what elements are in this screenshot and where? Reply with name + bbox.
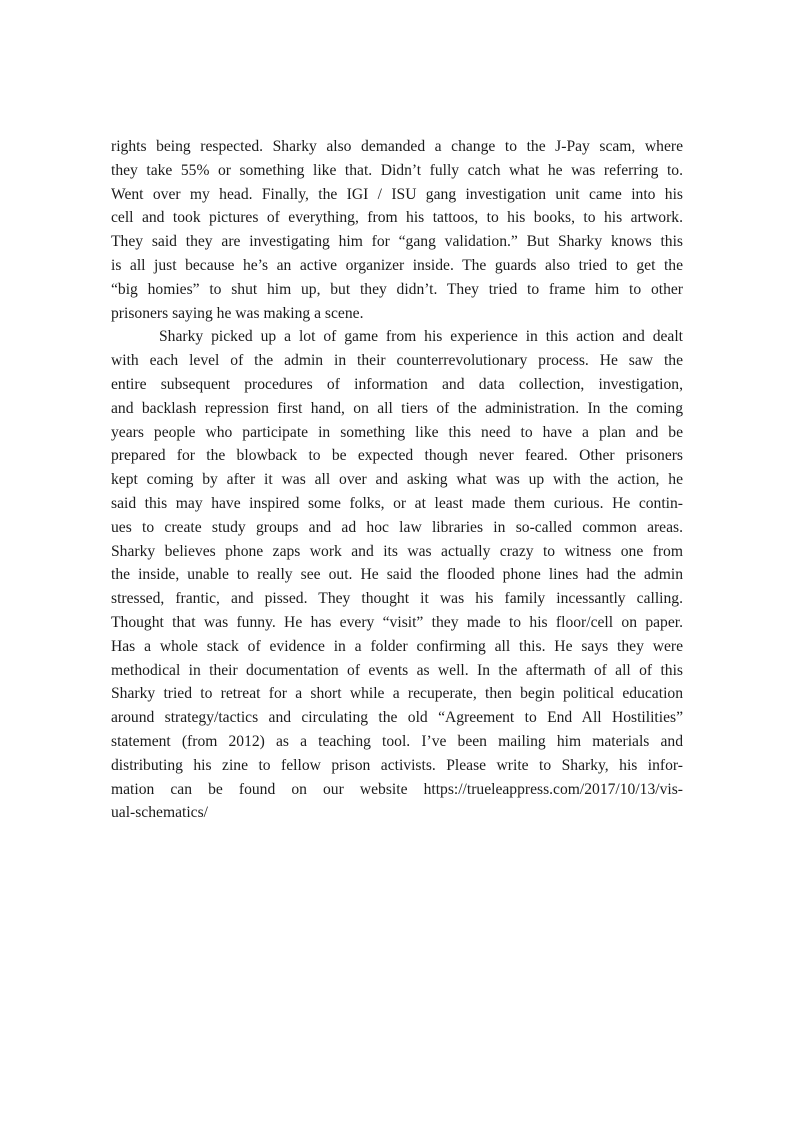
text-line: rights being respected. Sharky also demanded a change to the J-Pay scam, where (111, 138, 683, 155)
paragraph-2 (111, 325, 683, 825)
text-line: mation can be found on our website https://trueleappress.com/2017/10/13/vis- (111, 780, 683, 798)
text-line: Has a whole stack of evidence in a folder confirming all this. He says they were (111, 637, 683, 655)
text-line: distributing his zine to fellow prison activists. Please write to Sharky, his infor- (111, 756, 683, 774)
body-text (111, 135, 683, 825)
text-line: Went over my head. Finally, the IGI / ISU gang investigation unit came into his (111, 185, 683, 203)
text-line: “big homies” to shut him up, but they didn’t. They tried to frame him to other (111, 280, 683, 298)
text-line: ues to create study groups and ad hoc law libraries in so-called common areas. (111, 518, 683, 536)
text-line: around strategy/tactics and circulating the old “Agreement to End All Hostilities” (111, 709, 683, 727)
text-line: prepared for the blowback to be expected though never feared. Other prisoners (111, 447, 683, 465)
text-line: prisoners saying he was making a scene. (111, 304, 364, 322)
text-line: Thought that was funny. He has every “visit” they made to his floor/cell on paper. (111, 613, 683, 631)
text-line: entire subsequent procedures of information and data collection, investigation, (111, 375, 683, 393)
text-line: stressed, frantic, and pissed. They thought it was his family incessantly calling. (111, 590, 683, 608)
text-line: Sharky tried to retreat for a short while a recuperate, then begin political education (111, 685, 683, 703)
text-line: statement (from 2012) as a teaching tool. I’ve been mailing him materials and (111, 732, 683, 750)
paragraph-1 (111, 135, 683, 325)
text-line: Sharky believes phone zaps work and its was actually crazy to witness one from (111, 542, 683, 560)
text-line: Sharky picked up a lot of game from his experience in this action and dealt (159, 328, 683, 346)
text-line: kept coming by after it was all over and asking what was up with the action, he (111, 471, 683, 489)
text-line: said this may have inspired some folks, or at least made them curious. He contin- (111, 494, 683, 512)
text-line: ual-schematics/ (111, 804, 208, 822)
text-line: they take 55% or something like that. Didn’t fully catch what he was referring to. (111, 161, 683, 179)
text-line: is all just because he’s an active organizer inside. The guards also tried to get the (111, 256, 683, 274)
text-line: methodical in their documentation of events as well. In the aftermath of all of this (111, 661, 683, 679)
text-line: with each level of the admin in their counterrevolutionary process. He saw the (111, 352, 683, 370)
text-line: the inside, unable to really see out. He said the flooded phone lines had the admin (111, 566, 683, 584)
text-line: They said they are investigating him for “gang validation.” But Sharky knows this (111, 233, 683, 251)
text-line: and backlash repression first hand, on all tiers of the administration. In the coming (111, 399, 683, 417)
text-line: cell and took pictures of everything, from his tattoos, to his books, to his artwork. (111, 209, 683, 227)
text-line: years people who participate in something like this need to have a plan and be (111, 423, 683, 441)
